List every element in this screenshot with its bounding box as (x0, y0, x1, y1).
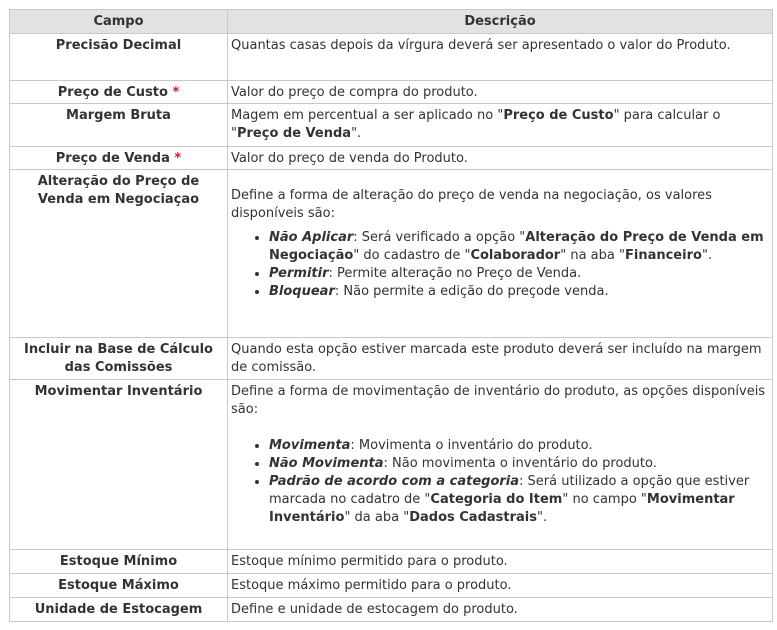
table-row (10, 81, 773, 104)
table-row (10, 550, 773, 574)
field-name: Incluir na Base de Cálculo das Comissões (10, 338, 228, 380)
field-name: Preço de Venda * (10, 147, 228, 170)
field-name: Precisão Decimal (10, 34, 228, 81)
field-description: Define e unidade de estocagem do produto. (228, 598, 773, 622)
table-row (10, 170, 773, 338)
required-marker: * (174, 151, 182, 166)
list-item: • Bloquear: Não permite a edição do preçode venda. (269, 283, 769, 301)
field-name: Unidade de Estocagem (10, 598, 228, 622)
header-field: Campo (10, 10, 228, 34)
header-row (10, 10, 773, 34)
field-name: Estoque Máximo (10, 574, 228, 598)
fields-table (9, 9, 773, 622)
header-description: Descrição (228, 10, 773, 34)
field-description: Quando esta opção estiver marcada este produto deverá ser incluído na margem de comissão. (228, 338, 773, 380)
table-row (10, 574, 773, 598)
field-description: Valor do preço de venda do Produto. (228, 147, 773, 170)
list-item: • Padrão de acordo com a categoria: Será utilizado a opção que estiver marcada no cadatro de "Categoria do Item" no campo "Movimentar Inventário" da aba "Dados Cadastrais". (269, 473, 769, 527)
table-row (10, 598, 773, 622)
field-name: Movimentar Inventário (10, 380, 228, 550)
table-row (10, 338, 773, 380)
field-description: Estoque máximo permitido para o produto. (228, 574, 773, 598)
field-name: Alteração do Preço de Venda em Negociaçao (10, 170, 228, 338)
table-row (10, 34, 773, 81)
list-item: • Permitir: Permite alteração no Preço de Venda. (269, 265, 769, 283)
table-row (10, 380, 773, 550)
field-description: Estoque mínimo permitido para o produto. (228, 550, 773, 574)
table-row (10, 104, 773, 147)
field-description: Valor do preço de compra do produto. (228, 81, 773, 104)
field-description: Define a forma de alteração do preço de venda na negociação, os valores disponíveis são: • Não Aplicar: Será verificado a opção "Alteração do Preço de Venda em Negociação" do cadastro de "Colaborador" na aba "Financeiro". • Permitir: Permite alteração no Preço de Venda. • Bloquear: Não permite a edição do preçode venda. (228, 170, 773, 338)
field-name: Margem Bruta (10, 104, 228, 147)
field-name: Estoque Mínimo (10, 550, 228, 574)
field-description: Quantas casas depois da vírgura deverá ser apresentado o valor do Produto. (228, 34, 773, 81)
field-name: Preço de Custo * (10, 81, 228, 104)
list-item: • Movimenta: Movimenta o inventário do produto. (269, 437, 769, 455)
options-list (231, 229, 769, 301)
field-description: Define a forma de movimentação de inventário do produto, as opções disponíveis são: • Movimenta: Movimenta o inventário do produto. • Não Movimenta: Não movimenta o inventário do produto. • Padrão de acordo com a categoria: Será utilizado a opção que estiver marcada no cadatro de "Categoria do Item" no campo "Movimentar Inventário" da aba "Dados Cadastrais". (228, 380, 773, 550)
required-marker: * (172, 85, 180, 100)
field-description: Magem em percentual a ser aplicado no "Preço de Custo" para calcular o "Preço de Venda". (228, 104, 773, 147)
list-item: • Não Aplicar: Será verificado a opção "Alteração do Preço de Venda em Negociação" do cadastro de "Colaborador" na aba "Financeiro". (269, 229, 769, 265)
options-list (231, 437, 769, 527)
list-item: • Não Movimenta: Não movimenta o inventário do produto. (269, 455, 769, 473)
table-row (10, 147, 773, 170)
